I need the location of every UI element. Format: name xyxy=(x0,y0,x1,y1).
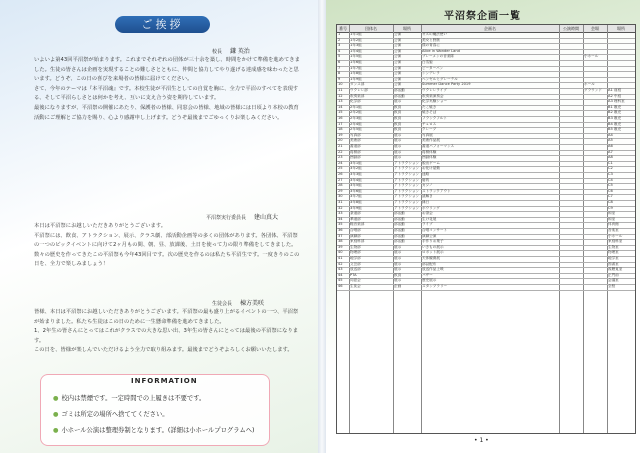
row-title: 焼きそば xyxy=(422,110,437,115)
row-place: 展示 xyxy=(394,155,402,160)
row-place: アトラクション xyxy=(394,200,420,204)
greeting-title: ご挨拶 xyxy=(115,16,210,33)
row-place: 公演 xyxy=(394,54,402,59)
row-group: 3年2組 xyxy=(350,166,362,171)
row-group: 化学部 xyxy=(350,99,361,104)
row-title: 書道パフォーマンス xyxy=(422,144,455,148)
row-group: 2年4組 xyxy=(350,121,362,126)
row-location: 生物室 xyxy=(608,244,619,249)
page-number: • 1 • xyxy=(474,437,489,444)
row-title: クレープ xyxy=(422,127,437,132)
row-number: 45 xyxy=(338,278,343,283)
row-place: 飲食 xyxy=(394,110,402,115)
row-place: アトラクション xyxy=(394,177,420,182)
row-title: フランクフルト xyxy=(422,116,447,120)
principal-message: いよいよ第43回平沼祭が始まります。これまでそれぞれの団体が三十余を築し、時間をかけて準備を進めてきました。生徒の皆さんは企画を実現することの難しさとともに、仲間と協力してやり遂げる達成感を味わったと思います。どうぞ、この日の喜びを来場者の皆様に届けてください。 さて、今年のテーマは『本平沼魂』です。本校生徒が平沼生としての自覚を胸に、全力で平沼のすべてを表現する、そして平沼らしさとは何かを考え、互いに支え合う姿を期待しています。 最後になりますが、平沼祭の開催にあたり、保護者の皆様、同窓会の皆様、地域の皆様には日頃より本校の教育活動にご理解とご協力を賜り、心より感謝申し上げます。どうぞ最後までごゆっくりお楽しみください。 xyxy=(34,57,300,121)
row-number: 26 xyxy=(338,172,343,176)
row-place: アトラクション xyxy=(394,194,420,199)
row-title: 僕の青春に xyxy=(422,43,440,48)
row-venue: グラウンド xyxy=(584,88,602,92)
row-group: ウクレレ部 xyxy=(350,88,368,92)
row-title: ロボット展示 xyxy=(422,250,444,255)
row-location: C5 xyxy=(608,183,613,188)
row-number: 35 xyxy=(338,222,343,227)
row-location: 和室 xyxy=(608,211,616,216)
row-group: 3年4組 xyxy=(350,177,362,182)
information-item: ● 小ホール公演は整理券制となります。(詳細は小ホールプログラムへ) xyxy=(53,427,255,434)
row-title: 射的 xyxy=(422,177,430,182)
row-location: A6 xyxy=(608,144,613,148)
committee-name: 建山真大 xyxy=(253,214,278,221)
row-number: 43 xyxy=(338,267,343,272)
row-place: アトラクション xyxy=(394,172,420,176)
row-title: 美術作品展 xyxy=(422,138,440,143)
row-number: 23 xyxy=(338,155,343,160)
row-place: 部活動 xyxy=(394,93,405,98)
row-number: 15 xyxy=(338,110,343,115)
student-name: 棟方美咲 xyxy=(239,300,264,307)
committee-byline xyxy=(206,212,278,221)
row-number: 6 xyxy=(338,60,341,64)
row-location: 和室 xyxy=(608,216,616,221)
row-group: 2年5組 xyxy=(350,127,362,132)
row-group: 3年1組 xyxy=(350,160,362,165)
row-group: 3年3組 xyxy=(350,172,362,176)
row-title: ストラックアウト xyxy=(422,188,451,193)
row-number: 19 xyxy=(338,132,343,137)
row-title: Summer Dance Party 2019 xyxy=(422,82,471,87)
row-place: 展示 xyxy=(394,132,402,137)
row-number: 17 xyxy=(338,121,343,126)
row-title: スタンプラリー xyxy=(422,284,448,288)
bullet-icon: ● xyxy=(53,411,59,418)
row-location: 物理室 xyxy=(608,250,619,255)
row-number: 5 xyxy=(338,54,341,59)
row-location: C9 xyxy=(608,205,613,210)
row-place: 飲食 xyxy=(394,121,402,126)
row-group: 3年6組 xyxy=(350,188,362,193)
row-number: 42 xyxy=(338,261,343,266)
row-title: 化学実験ショー xyxy=(422,99,448,104)
page-gutter xyxy=(318,0,326,453)
row-number: 29 xyxy=(338,188,343,193)
row-group: 3年8組 xyxy=(350,200,362,204)
header-time: 公演時間 xyxy=(563,26,579,31)
principal-role: 校長 xyxy=(212,49,223,55)
program-table xyxy=(336,24,636,434)
row-group: 吹奏楽部 xyxy=(350,93,365,98)
row-number: 38 xyxy=(338,239,343,244)
row-group: 囲碁部 xyxy=(350,155,361,160)
student-message: 皆様、本日は平沼祭にお越しいただきありがとうございます。平沼祭の最も盛り上がるイベントの一つ、平沼祭が始まりました。私たち生徒はこの日のために一生懸命準備を進めてきました。 1、2年生の皆さんにとってはこれがクラスでの大きな思い出、3年生の皆さんにとっては最後の平沼祭になります。 この日を、皆様が楽しんでいただけるよう全力で取り組みます。最後までどうぞよろしくお願いいたします。 xyxy=(34,309,299,354)
row-place: アトラクション xyxy=(394,183,420,188)
row-number: 33 xyxy=(338,211,343,216)
row-location: A4 xyxy=(608,132,613,137)
row-title: 天体観測展 xyxy=(422,256,440,260)
row-title: 写真展 xyxy=(422,132,433,137)
row-group: 1年3組 xyxy=(350,43,362,48)
row-title: 演劇公演 xyxy=(422,233,437,238)
row-group: 1年7組 xyxy=(350,65,362,70)
row-location: 家庭科室 xyxy=(608,239,623,244)
row-place: 展示 xyxy=(394,267,402,272)
bullet-icon: ● xyxy=(53,427,59,434)
row-number: 46 xyxy=(338,284,343,288)
row-number: 11 xyxy=(338,88,343,92)
row-place: 飲食 xyxy=(394,272,402,277)
row-location: B5 販売 xyxy=(608,127,622,132)
row-title: いきもの展示 xyxy=(422,244,444,249)
row-group: 華道部 xyxy=(350,216,361,221)
row-location: B1 販売 xyxy=(608,104,622,109)
row-title: 放送作品上映 xyxy=(422,267,444,272)
row-place: 企画 xyxy=(394,284,402,288)
row-group: 2年3組 xyxy=(350,116,362,120)
row-venue: ホール xyxy=(584,82,595,87)
row-number: 40 xyxy=(338,250,343,255)
student-byline xyxy=(212,298,264,307)
row-place: 部活動 xyxy=(394,211,405,216)
information-item: ● 校内は禁煙です。一定時間での上履きは不要です。 xyxy=(53,395,206,402)
row-place: 展示 xyxy=(394,261,402,266)
row-group: ダンス部 xyxy=(350,82,365,87)
row-place: 部活動 xyxy=(394,228,405,232)
row-group: 地学部 xyxy=(350,256,361,260)
row-number: 3 xyxy=(338,43,341,48)
row-place: 公演 xyxy=(394,71,402,76)
greeting-page xyxy=(0,0,318,453)
row-group: 文芸部 xyxy=(350,261,361,266)
row-number: 41 xyxy=(338,256,343,260)
student-role: 生徒会長 xyxy=(212,301,233,307)
row-number: 14 xyxy=(338,104,343,109)
row-title: カジノ xyxy=(422,183,433,188)
row-location: B3 販売 xyxy=(608,116,622,120)
row-group: 1年4組 xyxy=(350,48,362,53)
row-place: 展示 xyxy=(394,256,402,260)
row-group: 軽音楽部 xyxy=(350,222,365,227)
row-location: B4 販売 xyxy=(608,121,622,126)
row-place: 公演 xyxy=(394,37,402,42)
row-place: 公演 xyxy=(394,76,402,81)
row-number: 27 xyxy=(338,177,343,182)
row-venue: 小ホール xyxy=(584,54,599,59)
row-title: 美女と野獣 xyxy=(422,37,440,42)
row-place: 公演 xyxy=(394,65,402,70)
row-group: 1年2組 xyxy=(350,37,362,42)
row-group: 合唱部 xyxy=(350,228,361,232)
row-number: 13 xyxy=(338,99,343,104)
row-location: C2 xyxy=(608,166,613,171)
row-number: 28 xyxy=(338,183,343,188)
row-location: A8 xyxy=(608,155,613,160)
row-group: 写真部 xyxy=(350,132,361,137)
row-group: 2年1組 xyxy=(350,104,362,109)
row-number: 34 xyxy=(338,216,343,221)
row-title: たこ焼き xyxy=(422,104,437,109)
row-place: アトラクション xyxy=(394,205,420,210)
row-place: アトラクション xyxy=(394,160,420,165)
row-place: 展示 xyxy=(394,138,402,143)
row-location: C6 xyxy=(608,188,613,193)
row-number: 39 xyxy=(338,244,343,249)
row-place: 部活動 xyxy=(394,216,405,221)
row-location: A3 理科室 xyxy=(608,99,625,104)
principal-name: 鎌 英治 xyxy=(229,48,250,55)
row-location: A7 xyxy=(608,149,613,154)
header-place: 場所 xyxy=(403,26,411,31)
row-title: 歴史展示 xyxy=(422,278,437,283)
row-number: 2 xyxy=(338,37,341,42)
row-group: 演劇部 xyxy=(350,233,361,238)
row-location: A5 xyxy=(608,138,613,143)
row-location: C8 xyxy=(608,200,613,204)
row-title: ブレーメンの音楽隊 xyxy=(422,54,455,59)
row-number: 12 xyxy=(338,93,343,98)
row-title: お化け屋敷 xyxy=(422,166,440,171)
row-number: 44 xyxy=(338,272,343,277)
row-title: お茶会 xyxy=(422,211,433,216)
row-location: 正門前 xyxy=(608,272,619,277)
row-title: 白雪姫 xyxy=(422,60,433,64)
row-title: 将棋体験 xyxy=(422,149,437,154)
information-item: ● ゴミは所定の場所へ捨ててください。 xyxy=(53,411,169,418)
row-place: 展示 xyxy=(394,99,402,104)
row-title: 生け花展 xyxy=(422,216,437,221)
row-number: 30 xyxy=(338,194,343,199)
information-title: INFORMATION xyxy=(131,377,198,385)
row-place: アトラクション xyxy=(394,166,420,171)
row-number: 32 xyxy=(338,205,343,210)
header-location: 場所 xyxy=(617,26,625,31)
row-location: C1 xyxy=(608,160,613,165)
row-group: PTA xyxy=(350,272,357,277)
row-place: 展示 xyxy=(394,144,402,148)
row-place: 飲食 xyxy=(394,104,402,109)
row-location: A2 中庭 xyxy=(608,93,622,98)
row-group: 物理部 xyxy=(350,250,361,255)
row-number: 31 xyxy=(338,200,343,204)
row-place: 公演 xyxy=(394,32,402,36)
header-title: 企画名 xyxy=(484,26,496,31)
row-number: 25 xyxy=(338,166,343,171)
row-title: シンデレラ xyxy=(422,71,440,76)
program-list-page xyxy=(326,0,640,453)
row-group: 生徒会 xyxy=(350,284,361,288)
row-place: 部活動 xyxy=(394,239,405,244)
committee-message: 本日は平沼祭にお越しいただきありがとうございます。 平沼祭には、飲食、アトラクション、展示、クラス劇、部活動企画等の多くの団体があります。各団体、平沼祭の一つのピックイベントに向けて2ヶ月もの間、朝、昼、放課後、土日を使って力の限り準備をしてきました。 数々の歴史を作ってきたこの平沼祭も今年43回目です。次の歴史を作るのは私たち平沼生です。一度きりのこの日を、全力で楽しみましょう！ xyxy=(34,223,300,268)
row-title: ボウリング xyxy=(422,205,440,210)
row-title: ピーターパン xyxy=(422,65,444,70)
row-group: 将棋部 xyxy=(350,149,361,154)
row-group: 美術部 xyxy=(350,138,361,143)
row-group: 同窓会 xyxy=(350,278,361,283)
row-place: 展示 xyxy=(394,250,402,255)
row-place: 部活動 xyxy=(394,88,405,92)
information-box xyxy=(40,374,270,446)
committee-role: 平沼祭実行委員長 xyxy=(206,215,247,221)
row-location: C3 xyxy=(608,172,613,176)
row-number: 9 xyxy=(338,76,341,81)
row-title: 謎解き xyxy=(422,194,433,199)
row-group: 書道部 xyxy=(350,144,361,148)
table-row xyxy=(337,284,635,291)
row-title: 脱出ゲーム xyxy=(422,160,440,165)
row-group: 1年6組 xyxy=(350,60,362,64)
row-location: 全校 xyxy=(608,284,616,288)
row-location: B2 販売 xyxy=(608,110,622,115)
row-title: オズの魔法使い xyxy=(422,32,448,36)
row-location: 小ホール xyxy=(608,233,623,238)
row-number: 18 xyxy=(338,127,343,132)
row-number: 20 xyxy=(338,138,343,143)
header-number: 番号 xyxy=(339,26,347,31)
row-number: 36 xyxy=(338,228,343,232)
row-place: アトラクション xyxy=(394,188,420,193)
row-place: 展示 xyxy=(394,149,402,154)
row-place: 公演 xyxy=(394,48,402,53)
row-location: A1 前庭 xyxy=(608,88,622,92)
row-location: 図書室 xyxy=(608,261,619,266)
row-number: 7 xyxy=(338,65,341,70)
row-number: 22 xyxy=(338,149,343,154)
bullet-icon: ● xyxy=(53,395,59,402)
row-title: 縁日 xyxy=(422,200,430,204)
row-location: 地学室 xyxy=(608,256,619,260)
row-title: 囲碁体験 xyxy=(422,155,437,160)
row-title: 迷路 xyxy=(422,172,430,176)
row-group: 3年5組 xyxy=(350,183,362,188)
row-group: 1年5組 xyxy=(350,54,362,59)
row-group: 1年9組 xyxy=(350,76,362,81)
row-place: 公演 xyxy=(394,60,402,64)
row-number: 1 xyxy=(338,32,341,36)
row-location: 会議室 xyxy=(608,278,619,283)
row-group: 2年2組 xyxy=(350,110,362,115)
row-group: 3年9組 xyxy=(350,205,362,210)
row-number: 24 xyxy=(338,160,343,165)
row-place: 公演 xyxy=(394,82,402,87)
row-title: ヘンゼルとグレーテル xyxy=(422,76,458,81)
row-location: 音楽室 xyxy=(608,228,619,232)
header-group: 団体名 xyxy=(365,26,377,31)
row-title: チュロス xyxy=(422,121,437,126)
row-group: 茶道部 xyxy=(350,211,361,216)
program-list-title: 平沼祭企画一覧 xyxy=(444,11,521,22)
row-number: 10 xyxy=(338,82,343,87)
principal-byline xyxy=(212,46,250,55)
row-group: 放送部 xyxy=(350,267,361,272)
row-place: 展示 xyxy=(394,244,402,249)
row-place: 部活動 xyxy=(394,222,405,227)
row-title: バザー xyxy=(422,272,433,277)
row-number: 4 xyxy=(338,48,341,53)
row-title: 合唱コンサート xyxy=(422,228,448,232)
row-group: 1年8組 xyxy=(350,71,362,76)
row-title: Alice in Wonder Land xyxy=(422,48,460,53)
row-location: 視聴覚室 xyxy=(608,267,623,272)
row-location: C7 xyxy=(608,194,613,199)
row-number: 8 xyxy=(338,71,341,76)
row-location: 体育館 xyxy=(608,222,619,227)
row-place: 展示 xyxy=(394,278,402,283)
row-title: ライブ xyxy=(422,222,433,227)
row-number: 16 xyxy=(338,116,343,120)
row-number: 21 xyxy=(338,144,343,148)
row-number: 37 xyxy=(338,233,343,238)
row-place: 飲食 xyxy=(394,127,402,132)
row-title: ウクレレライブ xyxy=(422,88,447,92)
row-title: 手作りお菓子 xyxy=(422,239,444,244)
row-group: 1年1組 xyxy=(350,32,362,36)
header-venue: 会場 xyxy=(591,26,599,31)
row-place: 部活動 xyxy=(394,233,405,238)
row-group: 3年7組 xyxy=(350,194,362,199)
row-title: 部誌配布 xyxy=(422,261,437,266)
row-group: 生物部 xyxy=(350,244,361,249)
row-group: 家庭科部 xyxy=(350,239,365,244)
row-place: 公演 xyxy=(394,43,402,48)
row-location: C4 xyxy=(608,177,613,182)
row-title: 吹奏楽演奏会 xyxy=(422,93,444,98)
row-place: 飲食 xyxy=(394,116,402,120)
